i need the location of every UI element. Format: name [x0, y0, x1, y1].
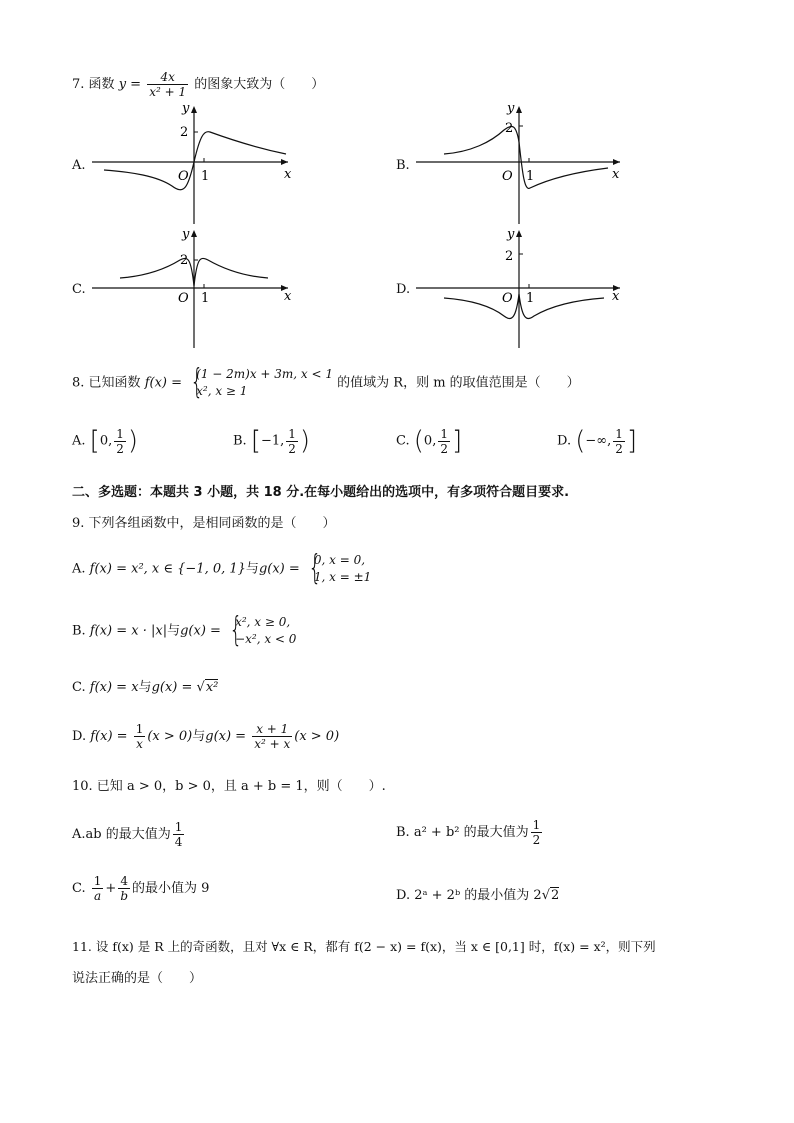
q8-d-label: D.	[557, 433, 572, 449]
q9-d-gnum: x + 1	[252, 722, 292, 737]
q7-func-y: y	[118, 77, 127, 92]
q11-line1: 11. 设 f(x) 是 R 上的奇函数，且对 ∀x ∈ R，都有 f(2 − x) = f(x)，当 x ∈ [0,1] 时，f(x) = x²，则下列	[72, 939, 656, 954]
q9-c-rad: x²	[205, 680, 219, 695]
q8-d-frac	[613, 427, 625, 456]
q7-a-tick-y: 2	[180, 125, 189, 140]
q7-b-tick-x: 1	[526, 169, 535, 184]
q9-a-f: f(x) = x², x ∈ {−1, 0, 1}	[89, 561, 246, 577]
q9-d-mid: 与	[192, 729, 206, 744]
q8-number: 8. 已知函数	[72, 375, 141, 391]
q10-d-text: 2ᵃ + 2ᵇ 的最小值为 2	[414, 888, 542, 903]
q7-fraction	[147, 70, 188, 99]
q7-option-a-label[interactable]: A.	[72, 158, 86, 173]
q8-a-left: [	[89, 426, 100, 456]
q10-a-num: 1	[174, 820, 183, 834]
q7-option-b-label[interactable]: B.	[396, 158, 410, 173]
q7-d-tick-x: 1	[526, 291, 535, 306]
q8-option-b[interactable]	[233, 426, 310, 456]
q9-option-d[interactable]	[72, 722, 339, 751]
q9-a-case2: 1, x = ±1	[313, 570, 372, 584]
q7-eq: =	[126, 77, 146, 92]
q8-c-a: 0,	[423, 433, 437, 449]
q10-c-d1: a	[94, 889, 102, 903]
q9-option-a[interactable]	[72, 552, 371, 586]
q7-a-tick-x: 1	[201, 169, 210, 184]
q9-c-mid: 与	[138, 680, 152, 695]
q9-d-fnum: 1	[135, 722, 144, 736]
q8-b-den: 2	[288, 441, 296, 456]
q9-a-piecewise	[304, 552, 371, 586]
q8-c-num: 1	[440, 426, 448, 441]
q9-d-f: f(x) =	[90, 729, 132, 744]
q9-b-g: g(x) =	[180, 623, 226, 639]
q7-c-tick-y: 2	[180, 253, 189, 268]
section-2-heading: 二、多选题：本题共 3 小题，共 18 分.在每小题给出的选项中，有多项符合题目要求.	[72, 485, 570, 500]
q10-b-label: B.	[396, 825, 410, 840]
q8-c-left: (	[413, 426, 424, 456]
q7-c-y: y	[182, 227, 190, 242]
q8-a-frac	[114, 427, 126, 456]
q7-graph-b[interactable]	[416, 98, 626, 228]
q7-b-y: y	[507, 101, 515, 116]
q8-case1: { (1 − 2m)x + 3m, x < 1	[196, 367, 334, 381]
q10-c-n1: 1	[93, 874, 102, 888]
q9-a-mid: 与	[245, 561, 259, 577]
q7-graph-d[interactable]	[416, 224, 626, 352]
q8-c-frac	[438, 427, 450, 456]
q10-stem: 10. 已知 a > 0，b > 0，且 a + b = 1，则（ ）.	[72, 779, 386, 794]
q10-c-d2: b	[120, 889, 128, 903]
q9-option-c[interactable]	[72, 676, 218, 695]
q8-b-frac	[286, 427, 298, 456]
q8-stem	[72, 366, 580, 400]
q7-graph-c[interactable]	[92, 224, 302, 352]
q10-d-rad: 2	[550, 888, 560, 903]
q8-d-a: −∞,	[585, 433, 612, 449]
q10-a-label: A.	[72, 827, 86, 842]
q8-option-a[interactable]	[72, 426, 138, 456]
q10-b-den: 2	[532, 833, 541, 847]
q9-b-case2: −x², x < 0	[235, 632, 297, 646]
q9-d-ffrac	[134, 722, 146, 751]
q8-d-right: ]	[626, 426, 638, 456]
q9-d-gcond: (x > 0)	[294, 729, 340, 744]
q7-a-x: x	[284, 167, 292, 182]
q9-d-fden: x	[136, 737, 143, 751]
q7-c-tick-x: 1	[201, 291, 210, 306]
q8-a-label: A.	[72, 433, 86, 449]
q8-a-right: )	[127, 426, 139, 456]
q8-c-den: 2	[440, 441, 448, 456]
q7-option-c-label[interactable]: C.	[72, 282, 86, 297]
q7-c-x: x	[284, 289, 292, 304]
q7-tail: 的图象大致为（ ）	[194, 77, 325, 92]
q10-a-den: 4	[174, 835, 183, 849]
q7-den: x² + 1	[149, 85, 187, 99]
q9-b-case1: { x², x ≥ 0,	[235, 615, 291, 629]
q7-a-y: y	[182, 101, 190, 116]
q9-c-f: f(x) = x	[89, 680, 139, 695]
q10-a-text: ab 的最大值为	[85, 827, 171, 842]
q9-b-mid: 与	[167, 623, 181, 639]
q9-b-f: f(x) = x · |x|	[89, 623, 168, 639]
q9-b-label: B.	[72, 623, 86, 639]
q8-d-den: 2	[615, 441, 623, 456]
q7-c-origin: O	[178, 291, 189, 306]
q7-number: 7. 函数	[72, 77, 115, 92]
q8-b-left: [	[250, 426, 261, 456]
q9-d-g: g(x) =	[205, 729, 251, 744]
q10-option-c[interactable]	[72, 874, 209, 903]
q8-d-num: 1	[615, 426, 623, 441]
q8-c-right: ]	[451, 426, 463, 456]
q8-b-label: B.	[233, 433, 247, 449]
q8-c-label: C.	[396, 433, 410, 449]
q8-a-den: 2	[116, 441, 124, 456]
q8-a-num: 1	[116, 426, 124, 441]
q10-b-frac	[531, 818, 543, 847]
q7-graph-a[interactable]	[92, 98, 302, 228]
q8-case2: x², x ≥ 1	[196, 384, 248, 398]
q7-b-x: x	[612, 167, 620, 182]
q10-d-label: D.	[396, 888, 411, 903]
q8-b-a: −1,	[260, 433, 285, 449]
q9-a-g: g(x) =	[258, 561, 304, 577]
q8-piecewise	[186, 366, 333, 400]
q7-d-tick-y: 2	[505, 249, 514, 264]
q7-stem	[72, 70, 324, 99]
q7-d-origin: O	[502, 291, 513, 306]
q9-option-b[interactable]	[72, 614, 296, 648]
sqrt-icon: √	[196, 680, 205, 695]
q10-c-frac1	[92, 874, 104, 903]
q7-b-origin: O	[502, 169, 513, 184]
q9-d-fcond: (x > 0)	[147, 729, 193, 744]
q9-a-label: A.	[72, 561, 86, 577]
q9-d-gden: x² + x	[254, 737, 291, 751]
q8-d-left: (	[575, 426, 586, 456]
q7-option-d-label[interactable]: D.	[396, 282, 411, 297]
q10-b-text: a² + b² 的最大值为	[413, 825, 529, 840]
q10-c-frac2	[118, 874, 130, 903]
q9-d-gfrac	[252, 722, 292, 751]
sqrt-icon: √	[541, 888, 550, 903]
q10-c-label: C.	[72, 881, 86, 896]
q8-b-num: 1	[288, 426, 296, 441]
q9-a-case1: { 0, x = 0,	[313, 553, 366, 567]
q7-num: 4x	[147, 70, 188, 85]
q10-a-frac	[173, 820, 185, 849]
q8-option-d[interactable]	[557, 426, 637, 456]
q8-option-c[interactable]	[396, 426, 462, 456]
q9-c-g: g(x) =	[151, 680, 197, 695]
q10-option-b[interactable]	[396, 818, 544, 847]
q8-a-a: 0,	[99, 433, 113, 449]
q9-d-label: D.	[72, 729, 87, 744]
q8-b-right: )	[299, 426, 311, 456]
q7-d-x: x	[612, 289, 620, 304]
q8-fx: f(x) =	[144, 375, 187, 391]
q7-d-y: y	[507, 227, 515, 242]
q10-c-text: 的最小值为 9	[132, 881, 210, 896]
q10-c-plus: +	[105, 881, 117, 896]
q10-option-d[interactable]	[396, 884, 559, 903]
q10-c-n2: 4	[118, 874, 130, 889]
q10-b-num: 1	[532, 818, 541, 832]
q9-b-piecewise	[225, 614, 296, 648]
q7-b-tick-y: 2	[505, 121, 514, 136]
q10-option-a[interactable]	[72, 820, 186, 849]
q9-c-label: C.	[72, 680, 86, 695]
q7-a-origin: O	[178, 169, 189, 184]
q9-stem: 9. 下列各组函数中，是相同函数的是（ ）	[72, 516, 336, 531]
q11-line2: 说法正确的是（ ）	[72, 971, 203, 986]
q8-tail: 的值域为 R，则 m 的取值范围是（ ）	[337, 375, 580, 391]
